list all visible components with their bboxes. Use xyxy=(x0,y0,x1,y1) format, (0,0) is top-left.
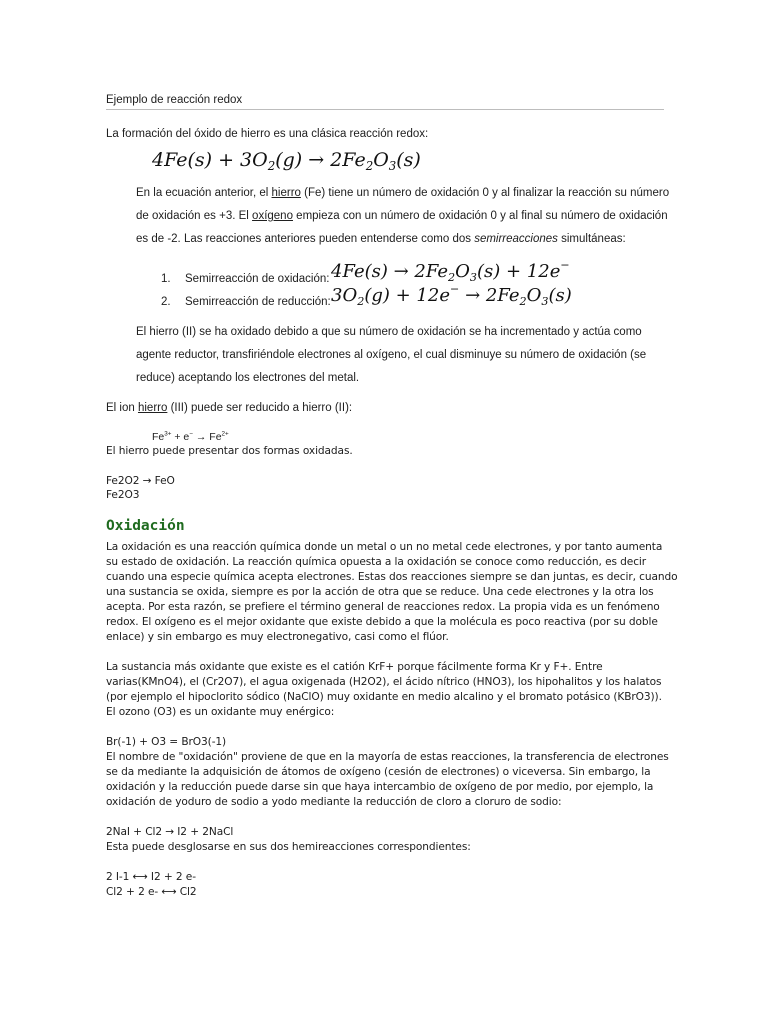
p3-line-1: Br(-1) + O3 = BrO3(-1) xyxy=(106,736,227,748)
half-reaction-1-label: Semirreacción de oxidación: xyxy=(185,273,330,285)
half-reaction-2-num: 2. xyxy=(161,296,171,308)
half-reaction-2-label: Semirreacción de reducción: xyxy=(185,296,331,308)
ion-line: El ion hierro (III) puede ser reducido a hierro (II): xyxy=(106,402,353,414)
p2-line-1: La sustancia más oxidante que existe es el catión KrF+ porque fácilmente forma Kr y F+. Entre xyxy=(106,661,603,673)
p5-line-1: 2 I-1 ⟷ I2 + 2 e- xyxy=(106,871,196,883)
explain2-line-3: reduce) aceptando los electrones del metal. xyxy=(136,372,360,384)
p2-line-3: (por ejemplo el hipoclorito sódico (NaClO) muy oxidante en medio alcalino y el bromato potásico (KBrO3)). xyxy=(106,691,662,703)
explain-line-1: En la ecuación anterior, el hierro (Fe) tiene un número de oxidación 0 y al finalizar la reacción su número xyxy=(136,187,670,199)
explain-line-3: es de -2. Las reacciones anteriores pueden entenderse como dos semirreacciones simultáneas: xyxy=(136,233,626,245)
link-hierro-2[interactable]: hierro xyxy=(137,402,168,414)
p4-line-1: 2NaI + Cl2 → I2 + 2NaCl xyxy=(106,826,234,838)
p1-line-5: acepta. Por esta razón, se prefiere el término general de reacciones redox. La propia vida es un fenómeno xyxy=(106,601,660,613)
p4-line-2: Esta puede desglosarse en sus dos hemireacciones correspondientes: xyxy=(106,841,471,853)
link-oxigeno[interactable]: oxígeno xyxy=(252,210,293,222)
ion-equation: $Fe^{3+} + e^- \to Fe^{2+}$ xyxy=(152,430,229,443)
p1-line-6: redox. El oxígeno es el mejor oxidante que existe debido a que la molécula es poco reactiva (por su doble xyxy=(106,616,658,628)
half-reaction-1-equation: $4Fe(s) \to 2Fe_2O_3(s) + 12e^-$ xyxy=(331,258,570,284)
intro-text: La formación del óxido de hierro es una clásica reacción redox: xyxy=(106,128,429,140)
section-title: Ejemplo de reacción redox xyxy=(106,94,243,106)
p1-line-1: La oxidación es una reacción química donde un metal o un no metal cede electrones, y por tanto aumenta xyxy=(106,541,663,553)
half-reaction-2-equation: $3O_2(g) + 12e^- \to 2Fe_2O_3(s)$ xyxy=(331,282,572,308)
heading-oxidacion: Oxidación xyxy=(106,518,185,534)
p2-line-2: varias(KMnO4), el (Cr2O7), el agua oxigenada (H2O2), el ácido nítrico (HNO3), los hipohalitos y los halatos xyxy=(106,676,662,688)
half-reaction-1-num: 1. xyxy=(161,273,171,285)
p1-line-4: una sustancia se oxida, siempre es por la acción de otra que se reduce. Una cede electrones y la otra los xyxy=(106,586,654,598)
p3-line-5: oxidación de yoduro de sodio a yodo mediante la reducción de cloro a cloruro de sodio: xyxy=(106,796,562,808)
forms-text: El hierro puede presentar dos formas oxidadas. xyxy=(106,445,353,457)
p2-line-4: El ozono (O3) es un oxidante muy enérgico: xyxy=(106,706,335,718)
p1-line-2: su estado de oxidación. La reacción química opuesta a la oxidación se conoce como reducción, es decir xyxy=(106,556,647,568)
explain2-line-2: agente reductor, transfiriéndole electrones al oxígeno, el cual disminuye su número de oxidación (se xyxy=(136,349,647,361)
p3-line-3: se da mediante la adquisición de átomos de oxígeno (cesión de electrones) o viceversa. Sin embargo, la xyxy=(106,766,651,778)
explain-line-2: de oxidación es +3. El oxígeno empieza con un número de oxidación 0 y al final su número de oxidación xyxy=(136,210,668,222)
p5-line-2: Cl2 + 2 e- ⟷ Cl2 xyxy=(106,886,197,898)
formula-fe2o3: Fe2O3 xyxy=(106,489,140,501)
title-rule xyxy=(106,109,664,110)
explain2-line-1: El hierro (II) se ha oxidado debido a que su número de oxidación se ha incrementado y actúa como xyxy=(136,326,642,338)
main-equation: $4Fe(s) + 3O_2(g) \to 2Fe_2O_3(s)$ xyxy=(152,149,421,174)
p1-line-7: enlace) y sin embargo es muy electronegativo, casi como el flúor. xyxy=(106,631,449,643)
p3-line-2: El nombre de "oxidación" proviene de que en la mayoría de estas reacciones, la transferencia de electrones xyxy=(106,751,669,763)
p1-line-3: cuando una especie química acepta electrones. Estas dos reacciones siempre se dan juntas, es decir, cuando xyxy=(106,571,678,583)
link-hierro[interactable]: hierro xyxy=(271,187,301,199)
p3-line-4: oxidación y la reducción puede darse sin que haya intercambio de oxígeno de por medio, por ejemplo, la xyxy=(106,781,654,793)
formula-fe2o2: Fe2O2 → FeO xyxy=(106,475,175,487)
